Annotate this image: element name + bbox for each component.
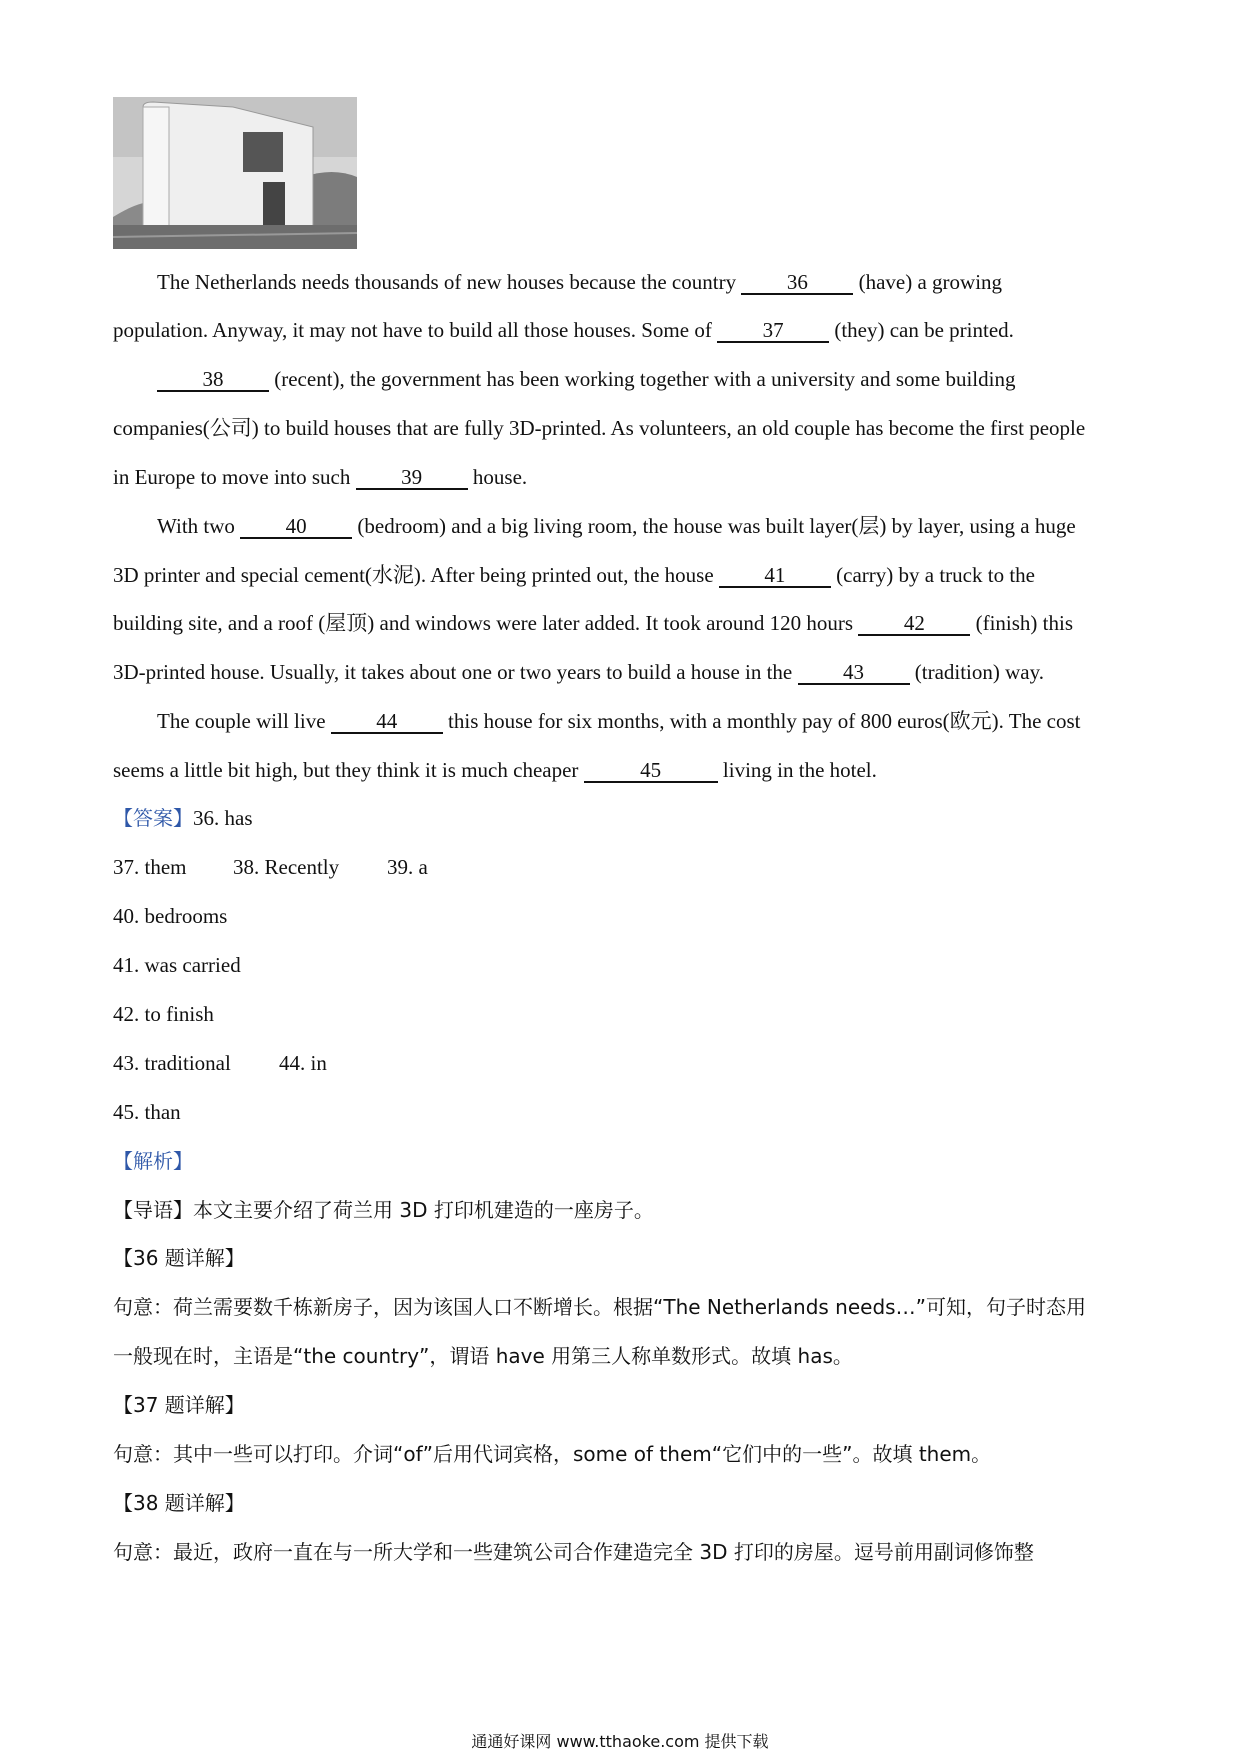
passage-line	[157, 365, 1015, 393]
answer-42: 42. to finish	[113, 1002, 214, 1026]
answer-41: 41. was carried	[113, 953, 241, 977]
page-footer: 通通好课网 www.tthaoke.com 提供下载	[471, 1732, 769, 1751]
blank-36: 36	[741, 271, 853, 295]
text: 3D printer and special cement(水泥). After being printed out, the house	[113, 563, 719, 587]
text: house.	[467, 465, 528, 489]
text: (recent), the government has been working together with a university and some building	[269, 367, 1016, 391]
answer-label: 【答案】	[113, 806, 193, 830]
question-37-heading: 【37 题详解】	[113, 1393, 245, 1417]
analysis-label: 【解析】	[113, 1149, 193, 1173]
text: (have) a growing	[853, 270, 1003, 294]
passage-line	[113, 414, 1085, 442]
blank-42: 42	[858, 612, 970, 636]
question-38-explanation: 句意：最近，政府一直在与一所大学和一些建筑公司合作建造完全 3D 打印的房屋。逗号前用副词修饰整	[113, 1540, 1034, 1564]
text: (finish) this	[970, 611, 1073, 635]
answer-45: 45. than	[113, 1100, 181, 1124]
passage-line	[157, 512, 1076, 540]
answer-row	[113, 804, 253, 832]
text: companies(公司) to build houses that are fully 3D-printed. As volunteers, an old couple has become the first people	[113, 416, 1086, 440]
answer-39: 39. a	[387, 855, 428, 879]
house-illustration	[113, 97, 357, 249]
blank-44: 44	[331, 710, 443, 734]
blank-45: 45	[584, 759, 718, 783]
passage-line	[113, 316, 1014, 344]
house-photo	[113, 97, 357, 249]
passage-line	[157, 707, 1081, 735]
question-37-explanation: 句意：其中一些可以打印。介词“of”后用代词宾格，some of them“它们中的一些”。故填 them。	[113, 1442, 992, 1466]
text: With two	[157, 514, 241, 538]
analysis-intro: 【导语】本文主要介绍了荷兰用 3D 打印机建造的一座房子。	[113, 1198, 654, 1222]
passage-line	[157, 268, 1002, 296]
blank-37: 37	[717, 319, 829, 343]
blank-43: 43	[798, 661, 910, 685]
answer-38: 38. Recently	[233, 855, 340, 879]
text: building site, and a roof (屋顶) and windows were later added. It took around 120 hours	[113, 611, 859, 635]
question-36-explanation-line: 一般现在时，主语是“the country”，谓语 have 用第三人称单数形式。故填 has。	[113, 1344, 853, 1368]
passage-line	[113, 463, 527, 491]
blank-38: 38	[157, 368, 269, 392]
blank-40: 40	[240, 515, 352, 539]
text: in Europe to move into such	[113, 465, 356, 489]
answer-44: 44. in	[279, 1051, 327, 1075]
text: The Netherlands needs thousands of new houses because the country	[157, 270, 742, 294]
text: seems a little bit high, but they think it is much cheaper	[113, 758, 584, 782]
answer-43: 43. traditional	[113, 1051, 231, 1075]
blank-41: 41	[719, 564, 831, 588]
answer-37: 37. them	[113, 855, 187, 879]
text: population. Anyway, it may not have to build all those houses. Some of	[113, 318, 718, 342]
passage-line	[113, 609, 1073, 637]
question-38-heading: 【38 题详解】	[113, 1491, 245, 1515]
blank-39: 39	[356, 466, 468, 490]
passage-line	[113, 756, 877, 784]
answer-40: 40. bedrooms	[113, 904, 228, 928]
text: (tradition) way.	[909, 660, 1045, 684]
passage-line	[113, 561, 1035, 589]
question-36-explanation-line: 句意：荷兰需要数千栋新房子，因为该国人口不断增长。根据“The Netherlands needs…”可知，句子时态用	[113, 1295, 1086, 1319]
passage-line	[113, 658, 1044, 686]
question-36-heading: 【36 题详解】	[113, 1246, 245, 1270]
text: (carry) by a truck to the	[830, 563, 1035, 587]
answer-36: 36. has	[193, 806, 253, 830]
text: (bedroom) and a big living room, the house was built layer(层) by layer, using a huge	[352, 514, 1076, 538]
text: living in the hotel.	[717, 758, 877, 782]
text: (they) can be printed.	[829, 318, 1014, 342]
text: The couple will live	[157, 709, 331, 733]
text: 3D-printed house. Usually, it takes about one or two years to build a house in the	[113, 660, 798, 684]
text: this house for six months, with a monthly pay of 800 euros(欧元). The cost	[442, 709, 1081, 733]
